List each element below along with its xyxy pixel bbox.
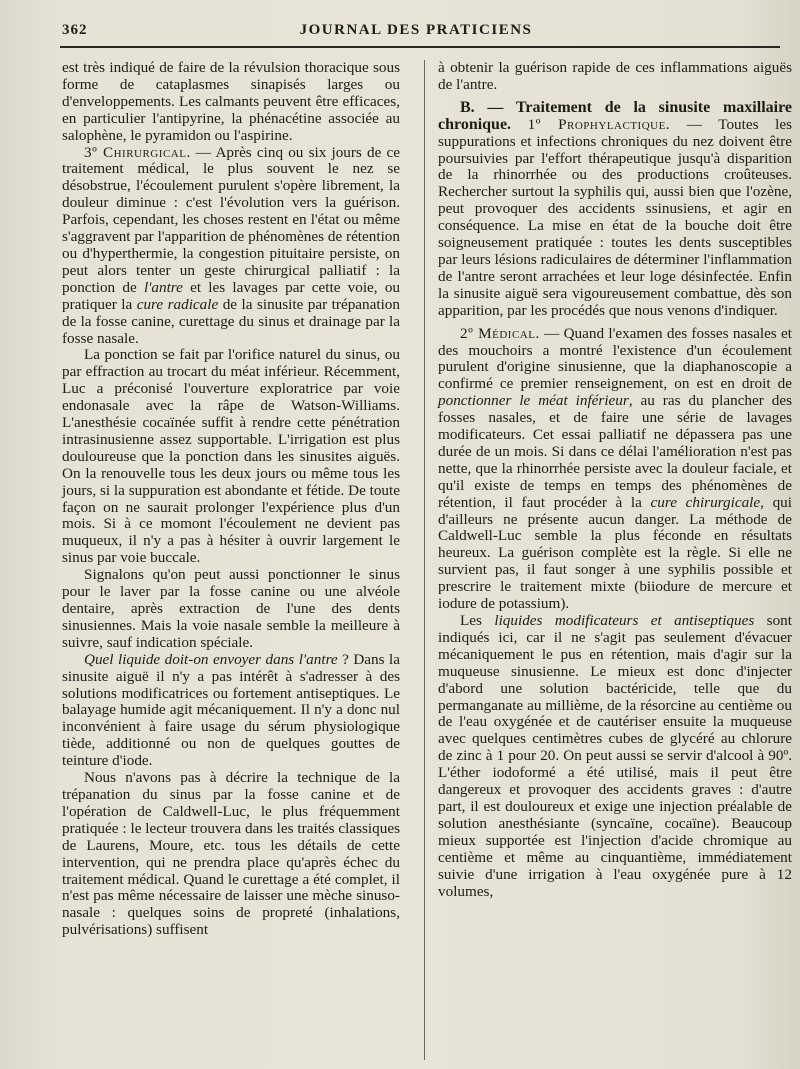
section-label-prophylactique: 1º Prophylactique. [527, 115, 671, 133]
right-column [438, 60, 792, 900]
column-divider [424, 60, 425, 1060]
left-column [62, 60, 400, 939]
paragraph-medical: 2º Médical. — Quand l'examen des fosses nasales et des mouchoirs a montré l'existence d'un écoulement purulent d'origine sinusienne, que la diaphanoscopie a confirmé ce premier renseignement, on est en droit de ponctionner le méat inférieur, au ras du plancher des fosses nasales, et de faire une série de lavages modificateurs. Cet essai palliatif ne dépassera pas une durée de un mois. Si dans ce délai l'amélioration n'est pas nette, que la rhinorrhée persiste avec la douleur faciale, et qu'il existe de temps en temps des phénomènes de rétention, il faut procéder à la cure chirurgicale, qui d'ailleurs ne présente aucun danger. La méthode de Caldwell-Luc semble la plus féconde en résultats heureux. La guérison complète est la règle. Si elle ne survient pas, il faut songer à une syphilis possible et prescrire le traitement mixte (biiodure de mercure et iodure de potassium). [438, 324, 792, 613]
paragraph-quel-liquide: Quel liquide doit-on envoyer dans l'antre ? Dans la sinusite aiguë il n'y a pas intérêt à s'adresser à des solutions modificatrices ou fortement antiseptiques. Le balayage humide agit mécaniquement. Il n'y a donc nul inconvénient à faire usage du sérum physiologique tiède, additionné ou non de quelques gouttes de teinture d'iode. [62, 650, 400, 770]
paragraph-continuation: est très indiqué de faire de la révulsion thoracique sous forme de cataplasmes sinapisés larges ou d'enveloppements. Les calmants peuvent être efficaces, en particulier l'antipyrine, la phénacétine associée au salophène, le pyramidon ou l'aspirine. [62, 59, 400, 144]
section-label-chirurgical: 3º Chirurgical. [84, 143, 191, 161]
paragraph-continuation-right: à obtenir la guérison rapide de ces inflammations aiguës de l'antre. [438, 59, 792, 93]
page-number: 362 [62, 22, 88, 38]
paragraph-trepanation: Nous n'avons pas à décrire la technique de la trépanation du sinus par la fosse canine et de l'opération de Caldwell-Luc, le plus fréquemment pratiquée : le lecteur trouvera dans les traités classiques de Laurens, Moure, etc. tous les détails de cette intervention, qui ne prendra place qu'après échec du traitement médical. Quand le curettage a été complet, il n'est pas même nécessaire de laisser une mèche sinuso-nasale : quelques soins de propreté (inhalations, pulvérisations) suffisent [62, 769, 400, 939]
header-rule [60, 46, 780, 48]
paragraph-liquides: Les liquides modificateurs et antiseptiques sont indiqués ici, car il ne s'agit pas seulement d'évacuer mécaniquement le pus en rétention, mais d'agir sur la muqueuse sinusienne. Le mieux est donc d'injecter d'abord une solution bactéricide, telle que du permanganate au millième, de la résorcine au centième ou de l'eau oxygénée et de cautériser ensuite la muqueuse avec quelques centimètres cubes de glycéré au chlorure de zinc à 1 pour 20. On peut aussi se servir d'alcool à 90º. L'éther iodoformé a été utilisé, mais il peut être dangereux et provoquer des accidents graves : d'autre part, il est douloureux et exige une injection préalable de solution anesthésiante (syncaïne, cocaïne). Beaucoup mieux supportée est l'injection d'acide chromique au centième et même au cinquantième, immédiatement suivie d'une irrigation à l'eau oxygénée pure à 12 volumes, [438, 612, 792, 900]
paragraph-section-b: B. — Traitement de la sinusite maxillaire chronique. 1º Prophylactique. — Toutes les suppurations et infections chroniques du nez doivent être poursuivies par l'effort thérapeutique jusqu'à disparition de la rhinorrhée ou des productions croûteuses. Rechercher surtout la syphilis qui, aussi bien que l'ozène, peut provoquer des accidents ssinusiens, et agir en conséquence. La mise en état de la bouche doit être soigneusement pratiquée : toutes les dents susceptibles par leurs lésions radiculaires de déterminer l'inflammation de l'antre seront arrachées et leur loge désinfectée. Enfin la sinusite aiguë sera vigoureusement combattue, dès son apparition, par les procédés que nous venons d'indiquer. [438, 98, 792, 319]
paragraph-chirurgical: 3º Chirurgical. — Après cinq ou six jours de ce traitement médical, le plus souvent le nez se désobstrue, l'écoulement purulent s'opère librement, la douleur diminue : c'est l'évolution vers la guérison. Parfois, cependant, les choses restent en l'état ou même s'aggravent par l'apparition de phénomènes de rétention ou d'hyperthermie, la congestion pituitaire persiste, on peut alors tenter un geste chirurgical palliatif : la ponction de l'antre et les lavages par cette voie, ou pratiquer la cure radicale de la sinusite par trépanation de la fosse canine, curettage du sinus et drainage par la fosse nasale. [62, 143, 401, 347]
page-header [62, 22, 770, 44]
section-heading-b: B. — Traitement de la sinusite maxillaire chronique. [438, 98, 792, 133]
journal-title: JOURNAL DES PRATICIENS [299, 22, 533, 38]
section-label-medical: 2º Médical. [460, 324, 540, 342]
paragraph-signalons: Signalons qu'on peut aussi ponctionner le sinus pour le laver par la fosse canine ou une alvéole dentaire, après extraction de l'une des dents sinusiennes. Mais la voie nasale semble la meilleure à suivre, sauf indication spéciale. [62, 566, 400, 651]
paragraph-ponction: La ponction se fait par l'orifice naturel du sinus, ou par effraction au trocart du méat inférieur. Récemment, Luc a préconisé l'ouverture exploratrice par voie endonasale avec la râpe de Watson-Williams. L'anesthésie cocaïnée suffit à rendre cette pénétration intrasinusienne assez supportable. L'irrigation est plus douloureuse que la ponction dans les sinusites aiguës. On la renouvelle tous les deux jours ou même tous les jours, si la suppuration est abondante et fétide. De toute façon on ne saurait prolonger l'expérience plus d'un mois. Si à ce momont l'écoulement ne devient pas muqueux, il n'y a pas à hésiter à ouvrir largement le sinus par voie buccale. [62, 346, 400, 567]
